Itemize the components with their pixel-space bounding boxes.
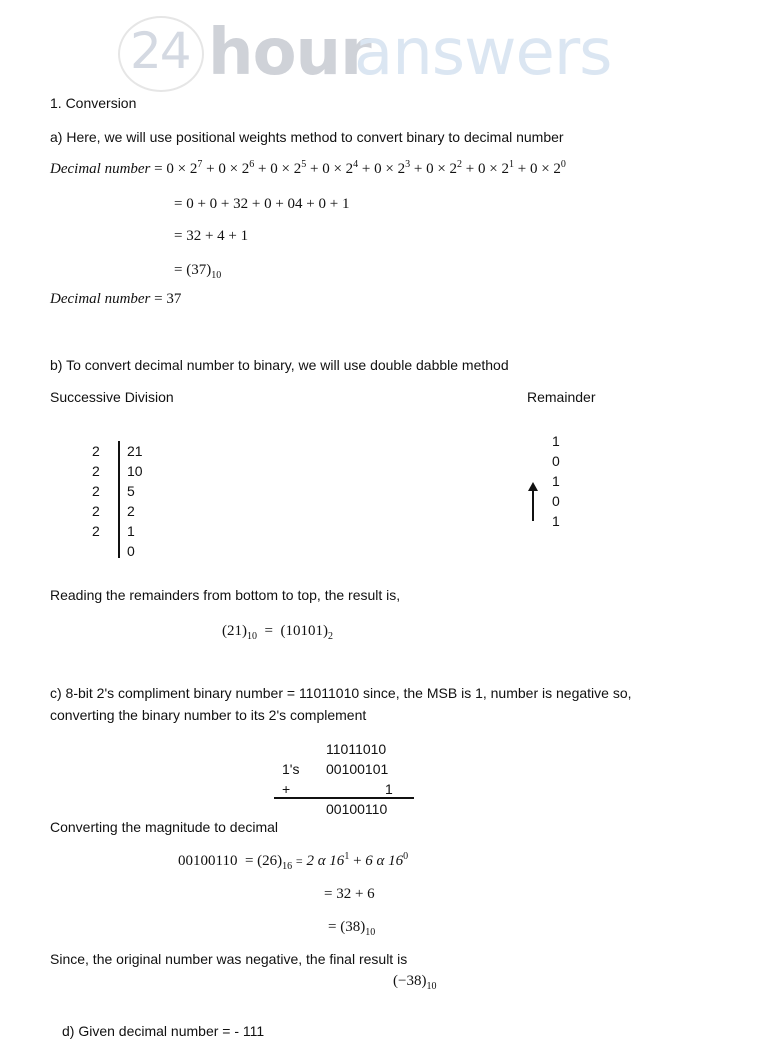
term-1-exp: 1 bbox=[344, 851, 350, 862]
remainder-value: 0 bbox=[552, 453, 560, 469]
final-label: Decimal number bbox=[50, 291, 151, 307]
reading-sentence: Reading the remainders from bottom to top, the result is, bbox=[50, 587, 401, 603]
equals-sign: = bbox=[154, 161, 163, 177]
magnitude-step-3 bbox=[328, 918, 375, 936]
positional-term: + $0 \times 2^6$ bbox=[202, 159, 255, 177]
quotient-value: 10 bbox=[127, 463, 143, 479]
watermark-number: 24 bbox=[130, 22, 190, 80]
section-title: 1. Conversion bbox=[50, 95, 137, 111]
quotient-value: 2 bbox=[127, 503, 135, 519]
positional-term: + $0 \times 2^3$ bbox=[358, 159, 411, 177]
part-b-intro: b) To convert decimal number to binary, we will use double dabble method bbox=[50, 357, 509, 373]
step-3-value: = (37) bbox=[174, 262, 212, 278]
watermark-word-answers: answers bbox=[354, 16, 612, 90]
magnitude-equals: = bbox=[295, 854, 303, 868]
final-result-base: 10 bbox=[426, 981, 437, 992]
part-a-step-3 bbox=[174, 261, 221, 279]
remainder-value: 1 bbox=[552, 513, 560, 529]
part-c-intro-line-1: c) 8-bit 2's compliment binary number = 11011010 since, the MSB is 1, number is negative so, bbox=[50, 685, 632, 701]
positional-term: + $0 \times 2^1$ bbox=[462, 159, 514, 177]
part-a-intro: a) Here, we will use positional weights method to convert binary to decimal number bbox=[50, 129, 564, 145]
quotient-value: 1 bbox=[127, 523, 135, 539]
part-a-step-1: = 0 + 0 + 32 + 0 + 04 + 0 + 1 bbox=[174, 196, 350, 212]
magnitude-decimal: = (38) bbox=[328, 919, 366, 935]
watermark-word-hour: hour bbox=[208, 16, 371, 90]
magnitude-equation bbox=[178, 852, 408, 870]
magnitude-hex: = (26) bbox=[244, 853, 283, 869]
magnitude-hex-base: 16 bbox=[282, 861, 293, 872]
part-a-equation bbox=[50, 160, 566, 178]
term-plus: + bbox=[353, 853, 362, 869]
remainder-value: 1 bbox=[552, 433, 560, 449]
positional-terms bbox=[166, 161, 566, 177]
term-1: 2 α 16 bbox=[306, 853, 345, 869]
sum-line bbox=[274, 797, 414, 799]
original-binary: 11011010 bbox=[326, 741, 387, 757]
quotient-value: 5 bbox=[127, 483, 135, 499]
successive-division-heading: Successive Division bbox=[50, 389, 174, 405]
final-value: = 37 bbox=[154, 291, 182, 307]
magnitude-heading: Converting the magnitude to decimal bbox=[50, 819, 279, 835]
result-equals: = bbox=[264, 623, 273, 639]
result-binary: (10101) bbox=[280, 623, 328, 639]
divisor-value: 2 bbox=[92, 483, 100, 499]
positional-term: + $0 \times 2^0$ bbox=[513, 159, 566, 177]
positional-term: $0 \times 2^7$ bbox=[166, 159, 203, 177]
divisor-value: 2 bbox=[92, 503, 100, 519]
arrow-shaft bbox=[532, 490, 534, 521]
magnitude-decimal-base: 10 bbox=[365, 927, 376, 938]
plus-sign: + bbox=[282, 781, 291, 797]
conclusion-text: Since, the original number was negative, the final result is bbox=[50, 951, 408, 967]
remainder-value: 0 bbox=[552, 493, 560, 509]
remainder-heading: Remainder bbox=[527, 389, 596, 405]
result-decimal: (21) bbox=[222, 623, 247, 639]
part-d-text: d) Given decimal number = - 111 bbox=[62, 1023, 265, 1039]
add-one: 1 bbox=[385, 781, 393, 797]
divisor-value: 2 bbox=[92, 463, 100, 479]
twos-complement-value: 00100110 bbox=[326, 801, 388, 817]
result-decimal-base: 10 bbox=[247, 631, 257, 642]
final-result-value: (−38) bbox=[393, 973, 427, 989]
quotient-value: 0 bbox=[127, 543, 135, 559]
positional-term: + $0 \times 2^4$ bbox=[306, 159, 359, 177]
result-binary-base: 2 bbox=[327, 631, 333, 642]
positional-term: + $0 \times 2^5$ bbox=[254, 159, 307, 177]
part-b-result bbox=[222, 622, 333, 640]
positional-term: + $0 \times 2^2$ bbox=[410, 159, 463, 177]
part-a-final bbox=[50, 290, 181, 308]
division-bar bbox=[118, 441, 120, 558]
term-2-exp: 0 bbox=[403, 851, 409, 862]
decimal-number-label: Decimal number bbox=[50, 161, 151, 177]
magnitude-binary: 00100110 bbox=[178, 853, 238, 869]
watermark-logo bbox=[118, 14, 638, 94]
part-a-step-2: = 32 + 4 + 1 bbox=[174, 228, 249, 244]
final-result bbox=[393, 972, 436, 990]
ones-complement-value: 00100101 bbox=[326, 761, 389, 777]
part-c-intro-line-2: converting the binary number to its 2's complement bbox=[50, 707, 367, 723]
divisor-value: 2 bbox=[92, 523, 100, 539]
ones-complement-label: 1's bbox=[282, 761, 300, 777]
quotient-value: 21 bbox=[127, 443, 143, 459]
remainder-value: 1 bbox=[552, 473, 560, 489]
divisor-value: 2 bbox=[92, 443, 100, 459]
magnitude-step-2: = 32 + 6 bbox=[324, 886, 375, 902]
step-3-base: 10 bbox=[211, 270, 222, 281]
term-2: 6 α 16 bbox=[365, 853, 404, 869]
